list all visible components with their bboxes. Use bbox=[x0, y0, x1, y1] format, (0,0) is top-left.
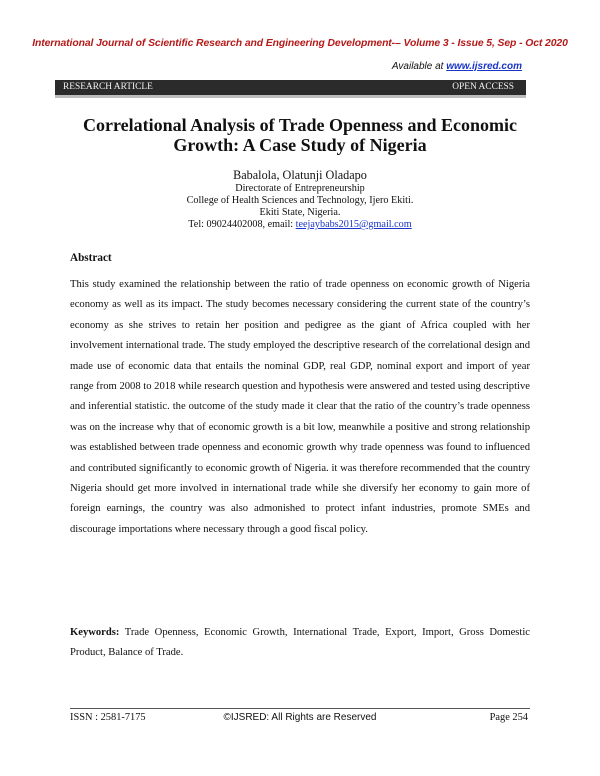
contact-prefix: Tel: 09024402008, email: bbox=[188, 219, 296, 230]
keywords-text: Trade Openness, Economic Growth, International Trade, Export, Import, Gross Domestic Product, Balance of Trade. bbox=[70, 627, 530, 659]
author-name: Babalola, Olatunji Oladapo bbox=[233, 168, 367, 182]
affiliation-block bbox=[0, 183, 600, 231]
article-type-bar bbox=[55, 80, 526, 95]
abstract-heading: Abstract bbox=[70, 252, 112, 264]
footer-divider bbox=[70, 708, 530, 709]
available-prefix: Available at bbox=[391, 61, 444, 72]
keywords-paragraph bbox=[70, 623, 530, 664]
keywords-label: Keywords: bbox=[70, 627, 120, 638]
affiliation-line-1: Directorate of Entrepreneurship bbox=[235, 183, 365, 194]
footer-copyright: ©IJSRED: All Rights are Reserved bbox=[223, 712, 377, 723]
author-email-link[interactable]: teejaybabs2015@gmail.com bbox=[295, 219, 412, 230]
article-type-label: RESEARCH ARTICLE bbox=[63, 82, 153, 92]
affiliation-line-2: College of Health Sciences and Technology, Ijero Ekiti. bbox=[186, 195, 414, 206]
footer-page-number: Page 254 bbox=[489, 712, 528, 723]
journal-header-line: International Journal of Scientific Research and Engineering Development-– Volume 3 - Issue 5, Sep - Oct 2020 bbox=[32, 38, 568, 49]
journal-website-link[interactable]: www.ijsred.com bbox=[446, 61, 522, 72]
open-access-label: OPEN ACCESS bbox=[452, 82, 514, 92]
paper-title bbox=[60, 115, 540, 155]
contact-line bbox=[0, 219, 600, 231]
availability-line bbox=[392, 61, 522, 72]
title-line-2: Growth: A Case Study of Nigeria bbox=[173, 135, 427, 155]
abstract-body: This study examined the relationship between the ratio of trade openness on economic growth of Nigeria economy as well as its impact. The study becomes necessary considering the current state of the country’s economy as she strives to retain her position and pedigree as the giant of Africa coupled with her involvement international trade. The study employed the descriptive research of the correlational design and made use of economic data that entails the nominal GDP, real GDP, nominal export and import of year range from 2008 to 2018 while research question and hypothesis were answered and tested using descriptive and inferential statistic. the outcome of the study made it clear that the ratio of the country’s trade openness was on the increase why that of economic growth is a bit low, meanwhile a positive and strong relationship was established between trade openness and economic growth why trade openness was found to influenced and contributed significantly to economic growth of Nigeria. it was therefore recommended that the country Nigeria should get more involved in international trade while she diversify her economy to gain more of foreign earnings, the country was also admonished to protect infant industries, promote SMEs and discourage importations where necessary through a good fiscal policy. bbox=[70, 279, 530, 535]
footer-issn: ISSN : 2581-7175 bbox=[70, 712, 146, 723]
affiliation-line-3: Ekiti State, Nigeria. bbox=[259, 207, 341, 218]
title-line-1: Correlational Analysis of Trade Openness and Economic bbox=[82, 115, 518, 135]
